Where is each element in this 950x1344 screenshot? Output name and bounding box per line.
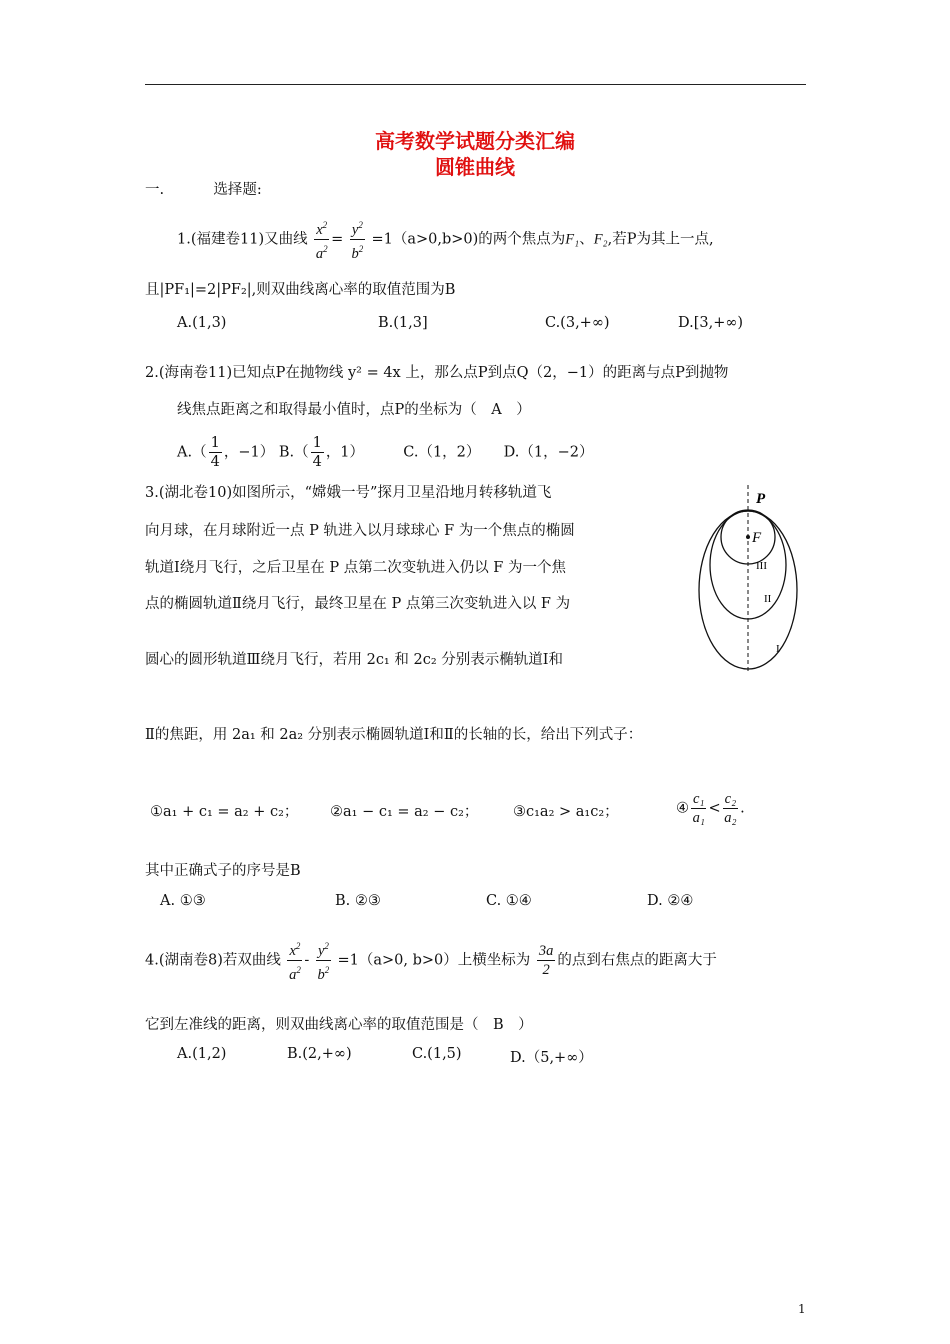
q2-option-a-pre: A.（ <box>177 444 207 461</box>
q2-option-c: C.（1，2） <box>403 444 481 461</box>
label-orbit1: I <box>776 643 780 655</box>
q1-line2: 且|PF₁|=2|PF₂|,则双曲线离心率的取值范围为B <box>145 282 456 298</box>
q2-option-b-pre: B.（ <box>278 444 309 461</box>
q4-suffix: 的点到右焦点的距离大于 <box>557 952 717 969</box>
q1-frac-y: $\frac{y^2}{b^2}$ <box>350 216 365 263</box>
q1-line1: 1.(福建卷11)又曲线 $\frac{x^2}{a^2}$ = $\frac{y^2}{b^2}$ =1（a>0,b>0)的两个焦点为F₁、F₂,若P为其上一点, <box>177 216 714 263</box>
q3-expr3: ③c₁a₂ > a₁c₂； <box>513 804 619 820</box>
label-p: P <box>756 491 766 507</box>
q3-frac-1: $\frac{\text{c₁}}{\text{a₁}}$ <box>692 791 705 826</box>
q3-expr2: ②a₁ − c₁ = a₂ − c₂； <box>330 804 479 820</box>
q4-frac-y: $\frac{y^2}{b^2}$ <box>316 937 331 984</box>
q3-line1: 3.(湖北卷10)如图所示，“嫦娥一号”探月卫星沿地月转移轨道飞 <box>145 485 552 501</box>
section-heading <box>145 178 262 199</box>
q2-option-b-post: ，1） <box>325 444 365 461</box>
q3-option-d: D. ②④ <box>647 893 694 909</box>
q1-frac-x: $\frac{x^2}{a^2}$ <box>314 216 329 263</box>
orbit-figure <box>690 485 810 675</box>
q1-sep: 、 <box>579 231 594 248</box>
q1-option-c: C.(3,+∞) <box>545 315 610 331</box>
q4-option-b: B.(2,+∞) <box>287 1046 352 1062</box>
page-number: 1 <box>798 1302 806 1316</box>
q2-options <box>177 434 593 471</box>
q2-line2: 线焦点距离之和取得最小值时，点P的坐标为（ A ） <box>177 402 531 418</box>
q1-focus1: F₁ <box>565 231 580 248</box>
q1-focus2: F₂ <box>593 231 608 248</box>
q2-option-d: D.（1，−2） <box>503 444 594 461</box>
label-orbit3: III <box>756 560 767 572</box>
q1-option-d: D.[3,+∞) <box>678 315 744 331</box>
q1-condition: =1（a>0,b>0)的两个焦点为 <box>371 231 566 248</box>
header-rule <box>145 84 806 85</box>
q3-frac-2: $\frac{\text{c₂}}{\text{a₂}}$ <box>724 791 737 826</box>
title-line1: 高考数学试题分类汇编 <box>375 129 575 153</box>
section-number: 一. <box>145 182 165 198</box>
q4-prefix: 4.(湖南卷8)若双曲线 <box>145 952 281 969</box>
q2-frac-b: $\frac{1}{4}$ <box>312 435 322 470</box>
q1-option-a: A.(1,3) <box>177 315 227 331</box>
q1-prefix: 1.(福建卷11)又曲线 <box>177 231 308 248</box>
q3-answer: 其中正确式子的序号是B <box>145 863 301 879</box>
q3-line4: 点的椭圆轨道Ⅱ绕月飞行，最终卫星在 P 点第三次变轨进入以 F 为 <box>145 596 571 612</box>
q4-condition: =1（a>0, b>0）上横坐标为 <box>337 952 531 969</box>
q3-line3: 轨道Ⅰ绕月飞行，之后卫星在 P 点第二次变轨进入仍以 F 为一个焦 <box>145 560 566 576</box>
q4-option-d: D.（5,+∞） <box>510 1050 593 1066</box>
q4-option-a: A.(1,2) <box>177 1046 227 1062</box>
q2-line1: 2.(海南卷11)已知点P在抛物线 y² = 4x 上，那么点P到点Q（2，−1）的距离与点P到抛物 <box>145 365 729 381</box>
q3-expr4: ④ $\frac{\text{c₁}}{\text{a₁}}$ < $\frac{\text{c₂}}{\text{a₂}}$ . <box>676 791 745 826</box>
label-f: F <box>752 530 762 546</box>
q3-option-b: B. ②③ <box>335 893 381 909</box>
label-orbit2: II <box>764 593 772 605</box>
section-label: 选择题: <box>213 182 262 198</box>
q3-line2: 向月球，在月球附近一点 P 轨进入以月球球心 F 为一个焦点的椭圆 <box>145 523 575 539</box>
q4-line1: 4.(湖南卷8)若双曲线 $\frac{x^2}{a^2}$ - $\frac{y^2}{b^2}$ =1（a>0, b>0）上横坐标为 $\frac{3a}{2}$ 的点到右焦点的距离大于 <box>145 937 717 984</box>
q3-line6: Ⅱ的焦距，用 2a₁ 和 2a₂ 分别表示椭圆轨道Ⅰ和Ⅱ的长轴的长，给出下列式子： <box>145 727 643 743</box>
focus-point <box>746 535 750 539</box>
q4-frac-3a: $\frac{3a}{2}$ <box>538 942 554 978</box>
q1-option-b: B.(1,3] <box>378 315 428 331</box>
q4-line2: 它到左准线的距离，则双曲线离心率的取值范围是（ B ） <box>145 1017 533 1033</box>
q2-option-a-post: ，−1） <box>223 444 275 461</box>
q3-option-c: C. ①④ <box>486 893 532 909</box>
q3-expr1: ①a₁ + c₁ = a₂ + c₂； <box>150 804 299 820</box>
q4-option-c: C.(1,5) <box>412 1046 462 1062</box>
q3-option-a: A. ①③ <box>160 893 206 909</box>
title-line2: 圆锥曲线 <box>435 155 515 179</box>
q2-frac-a: $\frac{1}{4}$ <box>210 435 220 470</box>
q1-mid: ,若P为其上一点, <box>607 231 714 248</box>
q3-line5: 圆心的圆形轨道Ⅲ绕月飞行，若用 2c₁ 和 2c₂ 分别表示椭轨道Ⅰ和 <box>145 652 563 668</box>
q4-frac-x: $\frac{x^2}{a^2}$ <box>287 937 302 984</box>
